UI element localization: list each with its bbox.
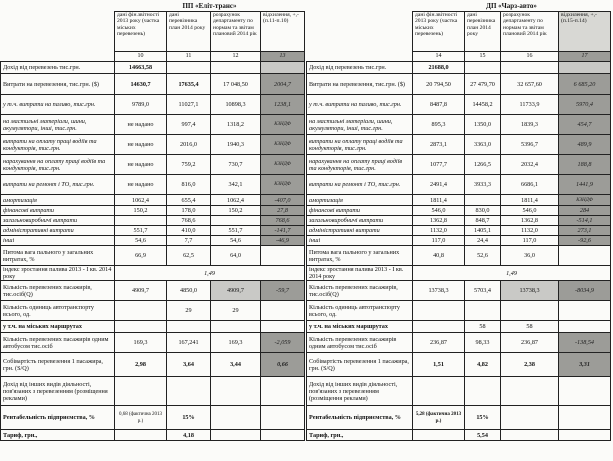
cell: 6 685,20 [559,74,611,95]
row-label: Рентабельність підприємства, % [307,406,413,430]
cell [261,62,305,74]
cell [465,377,501,406]
cell: 895,3 [413,115,465,135]
cell: -138,54 [559,333,611,353]
row-label: нарахування на оплату праці водіїв та кондукторів, тис.грн. [1,155,115,175]
cell [501,377,559,406]
cell: -46,9 [261,236,305,246]
column-number: 15 [465,52,501,62]
row-label: у т.ч. на міських маршрутах [307,321,413,333]
cell: 342,1 [211,175,261,195]
cell [115,377,167,406]
cell: 4909,7 [115,281,167,301]
cell: 20 794,50 [413,74,465,95]
cell: 5703,4 [465,281,501,301]
cell: 5970,4 [559,95,611,115]
cell: 17635,4 [167,74,211,95]
cell: 546,0 [413,206,465,216]
cell [167,377,211,406]
cell: 14630,7 [115,74,167,95]
cell: 1132,0 [413,226,465,236]
row-label: Собівартість перевезення 1 пасажира, грн. (S/Q) [307,353,413,377]
cell [115,321,167,333]
row-label: на мастильні матеріали, шини, акумулятори, інші, тис.грн. [307,115,413,135]
row-label: Тариф, грн., [307,430,413,441]
cell [261,301,305,321]
cell [261,377,305,406]
row-label: у т.ч. витрати на паливо, тис.грн. [307,95,413,115]
cell: 2032,4 [501,155,559,175]
column-number: 13 [261,52,305,62]
cell: 54,6 [211,236,261,246]
cell [413,430,465,441]
row-label: амортизація [307,195,413,206]
row-label: фінансові витрати [1,206,115,216]
cell [413,321,465,333]
cell: 1238,1 [261,95,305,115]
cell: 2016,0 [167,135,211,155]
cell: 546,0 [501,206,559,216]
row-label: адміністративні витрати [307,226,413,236]
cell [559,321,611,333]
column-header: дані фін.звітності 2013 року (частка міських перевезень) [115,12,167,52]
cell: 1441,9 [559,175,611,195]
cell: 1077,7 [413,155,465,175]
cell: 2873,1 [413,135,465,155]
cell: 10898,3 [211,95,261,115]
cell: 150,2 [115,206,167,216]
row-label: Тариф, грн., [1,430,115,441]
cell: 454,7 [559,115,611,135]
column-number: 10 [115,52,167,62]
charz-avto-panel [306,2,611,441]
cell: 1350,0 [465,115,501,135]
cell: 768,6 [261,216,305,226]
row-label: Питома вага пального у загальних витратах, % [307,246,413,266]
cell: 14458,2 [465,95,501,115]
cell: 66,9 [115,246,167,266]
cell: -92,6 [559,236,611,246]
cell [501,301,559,321]
cell [115,430,167,441]
cell: не надано [115,175,167,195]
cell: 3,44 [211,353,261,377]
cell: 2491,4 [413,175,465,195]
cell: 2,98 [115,353,167,377]
cell: 2004,7 [261,74,305,95]
cell [115,301,167,321]
cell: 1318,2 [211,115,261,135]
cell: 62,5 [167,246,211,266]
cell: 410,0 [167,226,211,236]
cell: 15% [167,406,211,430]
row-label: Дохід від інших видів діяльності, пов'язаних з перевезенням (розміщення реклами) [307,377,413,406]
cell: 236,87 [413,333,465,353]
cell: 29 [167,301,211,321]
cell: 11733,9 [501,95,559,115]
cell: 997,4 [167,115,211,135]
cell [211,430,261,441]
column-number: 16 [501,52,559,62]
cell: 13738,3 [413,281,465,301]
row-label: загальновиробничі витрати [1,216,115,226]
row-label: у т.ч. на міських маршрутах [1,321,115,333]
row-label: індекс зростання палива 2013 - I кв. 2014 року [1,266,115,281]
cell [261,246,305,266]
cell: 117,0 [501,236,559,246]
cell: -2,059 [261,333,305,353]
cell [211,216,261,226]
cell [167,62,211,74]
cell: 58 [501,321,559,333]
cell: 169,3 [115,333,167,353]
cell: 5396,7 [501,135,559,155]
column-header: відхилення, +,- (п.15-п.14) [559,12,611,52]
row-label: індекс зростання палива 2013 - I кв. 2014 року [307,266,413,281]
cell [559,62,611,74]
cell: 4,18 [167,430,211,441]
cell: 848,7 [465,216,501,226]
cell: -59,7 [261,281,305,301]
cell: КЗНДФ [261,175,305,195]
row-label: у т.ч. витрати на паливо, тис.грн. [1,95,115,115]
cell: 768,6 [167,216,211,226]
cell [559,406,611,430]
cell: 1811,4 [501,195,559,206]
cell: 98,33 [465,333,501,353]
cell: -141,7 [261,226,305,236]
cell: 27 479,70 [465,74,501,95]
column-header: дані перевізника план 2014 року [465,12,501,52]
column-number: 17 [559,52,611,62]
cell [115,216,167,226]
cell: 551,7 [211,226,261,236]
cell [211,377,261,406]
cell: 167,241 [167,333,211,353]
row-label: Витрати на перевезення, тис.грн. ($) [1,74,115,95]
cell: 150,2 [211,206,261,216]
cell: 1362,8 [413,216,465,226]
column-header: відхилення, +,- (п.11-п.10) [261,12,305,52]
cell [465,301,501,321]
cell: 169,3 [211,333,261,353]
org-title: ДП «Чарз-авто» [486,2,537,10]
cell: 1132,0 [501,226,559,236]
cell [211,406,261,430]
row-label: загальновиробничі витрати [307,216,413,226]
row-label: Витрати на перевезення, тис.грн. ($) [307,74,413,95]
charz-avto-table [306,2,611,441]
cell: 64,0 [211,246,261,266]
row-label: Рентабельність підприємства, % [1,406,115,430]
cell: 1,49 [413,266,611,281]
row-label: фінансові витрати [307,206,413,216]
cell: 9789,0 [115,95,167,115]
cell: 1062,4 [211,195,261,206]
row-label: витрати на ремонт і ТО, тис.грн. [1,175,115,195]
row-label: Дохід від перевезень тис.грн. [1,62,115,74]
cell: 236,87 [501,333,559,353]
elit-trans-table [0,2,305,441]
cell: 3363,0 [465,135,501,155]
cell: 830,0 [465,206,501,216]
cell: 27,8 [261,206,305,216]
cell: 1266,5 [465,155,501,175]
cell: 40,8 [413,246,465,266]
row-label: Кількість перевезених пасажирів одним автобусом тис.осіб [1,333,115,353]
cell: 32 657,60 [501,74,559,95]
cell [261,406,305,430]
cell: 6686,1 [501,175,559,195]
cell: -407,0 [261,195,305,206]
cell: 1,49 [115,266,305,281]
cell: 3,64 [167,353,211,377]
cell: 759,2 [167,155,211,175]
cell: 4,82 [465,353,501,377]
cell [559,301,611,321]
row-label: Дохід від інших видів діяльності, пов'язаних з перевезенням (розміщення реклами) [1,377,115,406]
cell [559,377,611,406]
row-label: Кількість перевезених пасажирів одним автобусом тис.осіб [307,333,413,353]
cell [211,321,261,333]
cell [559,430,611,441]
cell: 17 048,50 [211,74,261,95]
row-label: Дохід від перевезень тис.грн. [307,62,413,74]
row-label: витрати на оплату праці водіїв та кондукторів, тис.грн. [307,135,413,155]
column-number: 11 [167,52,211,62]
cell: 15% [465,406,501,430]
column-header: дані перевізника план 2014 року [167,12,211,52]
cell: 52,6 [465,246,501,266]
row-label: витрати на оплату праці водіїв та кондукторів, тис.грн. [1,135,115,155]
cell [465,62,501,74]
cell [501,430,559,441]
cell: 4850,0 [167,281,211,301]
cell: КЗНДФ [261,135,305,155]
row-label: амортизація [1,195,115,206]
cell: 655,4 [167,195,211,206]
cell: 273,1 [559,226,611,236]
column-number: 14 [413,52,465,62]
cell: 54,6 [115,236,167,246]
cell: 36,0 [501,246,559,266]
cell: 188,8 [559,155,611,175]
row-label: Питома вага пального у загальних витратах, % [1,246,115,266]
cell: 730,7 [211,155,261,175]
cell: 2,38 [501,353,559,377]
cell: не надано [115,135,167,155]
cell: 24,4 [465,236,501,246]
cell [501,406,559,430]
row-label: витрати на ремонт і ТО, тис.грн. [307,175,413,195]
row-label: Собівартість перевезення 1 пасажира, грн. (S/Q) [1,353,115,377]
cell: 8487,8 [413,95,465,115]
cell: не надано [115,115,167,135]
cell: -514,1 [559,216,611,226]
cell: 21688,0 [413,62,465,74]
elit-trans-panel [0,2,305,441]
cell: 1405,1 [465,226,501,236]
cell: КЗНДФ [261,115,305,135]
cell: 0,68 (фактична 2013 р.) [115,406,167,430]
row-label: інші [1,236,115,246]
cell: -8034,9 [559,281,611,301]
cell: 7,7 [167,236,211,246]
cell [559,246,611,266]
row-label: Кількість перевезених пасажирів, тис.осіб(Q) [1,281,115,301]
cell: 0,66 [261,353,305,377]
cell: 13738,3 [501,281,559,301]
cell: 14663,58 [115,62,167,74]
cell: не надано [115,155,167,175]
row-label: нарахування на оплату праці водіїв та кондукторів, тис.грн. [307,155,413,175]
cell: 178,0 [167,206,211,216]
cell: 11027,1 [167,95,211,115]
cell: 3933,3 [465,175,501,195]
row-label: Кількість одиниць автотранспорту всього, од. [307,301,413,321]
cell: 551,7 [115,226,167,236]
cell: 117,0 [413,236,465,246]
cell: 1062,4 [115,195,167,206]
cell: КЗНДФ [559,195,611,206]
cell [261,321,305,333]
cell: 29 [211,301,261,321]
cell: 4909,7 [211,281,261,301]
column-header: розрахунок департаменту по нормам та звітам плановий 2014 рік [211,12,261,52]
cell: 5,54 [465,430,501,441]
cell: 58 [465,321,501,333]
row-label: інші [307,236,413,246]
cell: 816,0 [167,175,211,195]
column-header: дані фін.звітності 2013 року (частка міських перевезень) [413,12,465,52]
column-header: розрахунок департаменту по нормам та звітам плановий 2014 рік [501,12,559,52]
cell: 489,9 [559,135,611,155]
row-label: Кількість перевезених пасажирів, тис.осіб(Q) [307,281,413,301]
cell: 1940,3 [211,135,261,155]
cell: 1839,3 [501,115,559,135]
cell: 284 [559,206,611,216]
cell [167,321,211,333]
row-label: Кількість одиниць автотранспорту всього, од. [1,301,115,321]
cell: 1,51 [413,353,465,377]
cell: 3,31 [559,353,611,377]
cell [501,62,559,74]
cell [211,62,261,74]
cell [413,301,465,321]
cell [261,430,305,441]
cell [465,195,501,206]
cell: 5,28 (фактична 2013 р.) [413,406,465,430]
cell: 1811,4 [413,195,465,206]
cell: КЗНДФ [261,155,305,175]
cell: 1362,8 [501,216,559,226]
column-number: 12 [211,52,261,62]
cell [413,377,465,406]
org-title: ПП «Еліт-транс» [182,2,237,10]
row-label: на мастильні матеріали, шини, акумулятори, інші, тис.грн. [1,115,115,135]
row-label: адміністративні витрати [1,226,115,236]
